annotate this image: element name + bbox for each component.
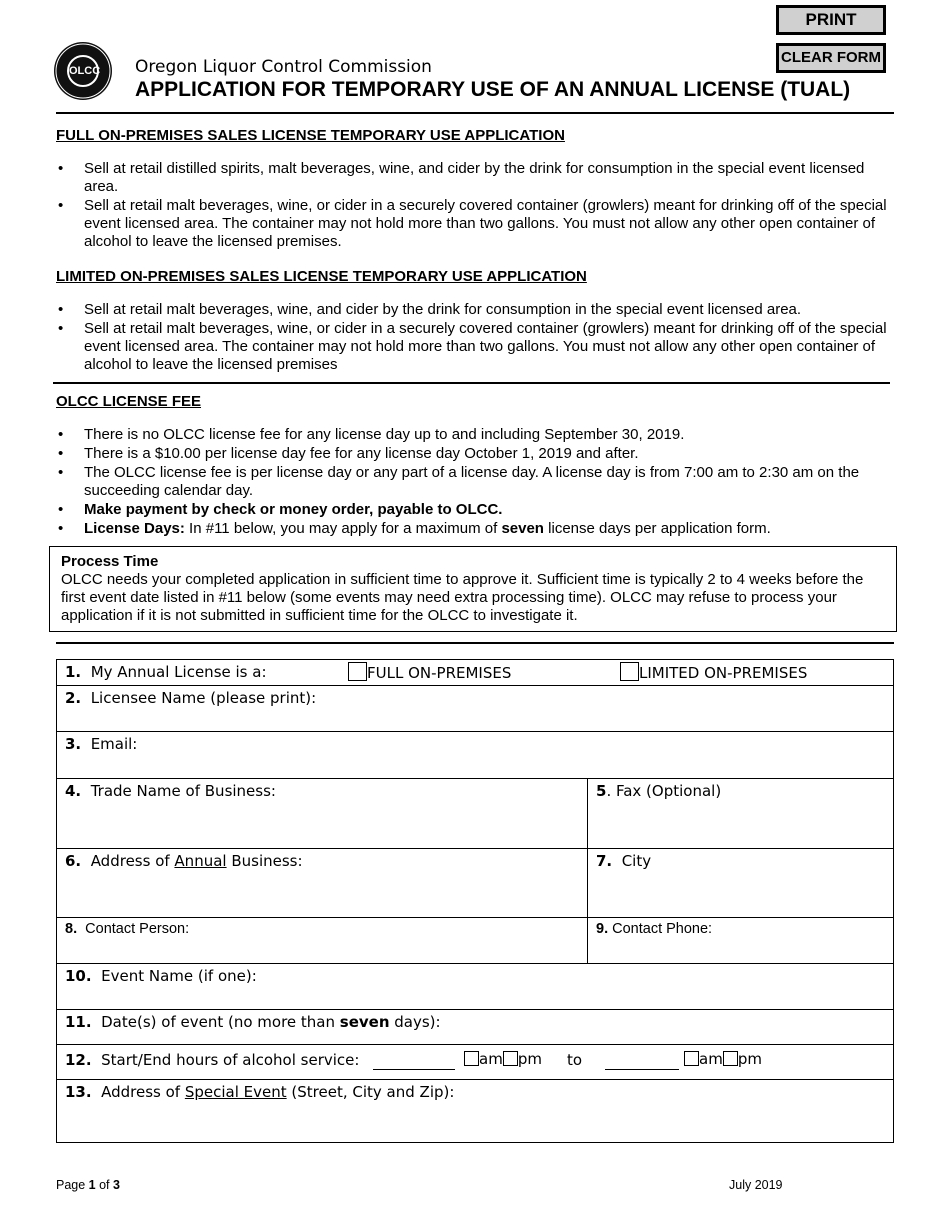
q5-number: 5 <box>596 782 607 800</box>
fee-section-heading: OLCC LICENSE FEE <box>56 393 202 410</box>
fee-section-list <box>56 426 896 539</box>
email-field[interactable] <box>65 735 137 753</box>
q9-number: 9. <box>596 921 609 937</box>
special-event-address-field[interactable] <box>65 1083 454 1101</box>
start-hour-input[interactable] <box>373 1053 455 1070</box>
option-limited-label: LIMITED ON-PREMISES <box>639 664 808 682</box>
license-days-text-end: license days per application form. <box>543 520 771 537</box>
license-days-text: In #11 below, you may apply for a maximum of <box>184 520 502 537</box>
contact-phone-field[interactable] <box>596 921 712 937</box>
q13-underlined: Special Event <box>184 1083 287 1101</box>
agency-name: Oregon Liquor Control Commission <box>135 57 432 77</box>
fax-field[interactable] <box>596 782 721 800</box>
process-time-box <box>49 546 897 632</box>
q11-number: 11. <box>65 1013 92 1031</box>
application-form <box>56 659 894 1143</box>
license-days-label: License Days: <box>84 520 185 537</box>
process-time-text: OLCC needs your completed application in sufficient time to approve it. Sufficient time is typically 2 to 4 weeks before the first event date listed in #11 below (some events may need extra processing time). OLCC may refuse to process your application if it is not submitted in sufficient time for the OLCC to investigate it. <box>61 571 864 624</box>
license-days-max: seven <box>501 520 544 537</box>
q3-number: 3. <box>65 735 82 753</box>
end-am-label: am <box>699 1050 723 1068</box>
q10-text: Event Name (if one): <box>101 967 257 985</box>
full-section-heading: FULL ON-PREMISES SALES LICENSE TEMPORARY USE APPLICATION <box>56 127 565 144</box>
q11-bold: seven <box>339 1013 390 1031</box>
start-pm-label: pm <box>517 1050 542 1068</box>
event-dates-field[interactable] <box>65 1013 441 1031</box>
end-ampm <box>684 1050 762 1068</box>
q12-number: 12. <box>65 1051 92 1069</box>
form-row-11[interactable] <box>57 1010 893 1045</box>
column-divider <box>587 779 588 964</box>
option-full-label: FULL ON-PREMISES <box>367 664 512 682</box>
page-total: 3 <box>113 1178 120 1192</box>
list-item: • Sell at retail malt beverages, wine, or cider in a securely covered container (growlers) meant for drinking off of the special event licensed area. The container may not hold more than two gallons. You must not allow any other open container of alcohol to leave the licensed premises. <box>56 197 896 251</box>
full-section-list <box>56 160 896 252</box>
list-item: • Sell at retail malt beverages, wine, or cider in a securely covered container (growlers) meant for drinking off of the special event licensed area. The container may not hold more than two gallons. You must not allow any other open container of alcohol to leave the licensed premises <box>56 320 896 374</box>
start-ampm <box>464 1050 542 1068</box>
limited-on-premises-checkbox[interactable] <box>620 662 639 681</box>
q6-underlined: Annual <box>174 852 227 870</box>
start-am-label: am <box>479 1050 503 1068</box>
form-row-10[interactable] <box>57 964 893 1010</box>
q3-text: Email: <box>90 735 138 753</box>
form-row-12 <box>57 1045 893 1080</box>
end-hour-input[interactable] <box>605 1053 679 1070</box>
list-item: • There is a $10.00 per license day fee for any license day October 1, 2019 and after. <box>56 445 896 463</box>
list-item: • The OLCC license fee is per license day or any part of a license day. A license day is from 7:00 am to 2:30 am on the succeeding calendar day. <box>56 464 896 500</box>
q11-text-end: days): <box>389 1013 441 1031</box>
q4-number: 4. <box>65 782 82 800</box>
form-row-13[interactable] <box>57 1080 893 1142</box>
process-time-heading: Process Time <box>61 553 159 570</box>
q4-text: Trade Name of Business: <box>90 782 276 800</box>
revision-date: July 2019 <box>729 1178 783 1192</box>
q1-number: 1. <box>65 663 82 681</box>
event-name-field[interactable] <box>65 967 257 985</box>
city-field[interactable] <box>596 852 651 870</box>
form-row-3[interactable] <box>57 732 893 779</box>
q2-number: 2. <box>65 689 82 707</box>
limited-section-heading: LIMITED ON-PREMISES SALES LICENSE TEMPORARY USE APPLICATION <box>56 268 587 285</box>
form-row-1 <box>57 660 893 686</box>
q7-text: City <box>621 852 652 870</box>
list-item: • Sell at retail distilled spirits, malt beverages, wine, and cider by the drink for consumption in the special event licensed area. <box>56 160 896 196</box>
page-label: Page <box>56 1178 89 1192</box>
end-pm-checkbox[interactable] <box>723 1051 738 1066</box>
olcc-seal-logo <box>54 42 112 100</box>
licensee-name-field[interactable] <box>65 689 316 707</box>
q8-text: Contact Person: <box>85 921 190 937</box>
limited-section-list <box>56 301 896 375</box>
form-row-2[interactable] <box>57 686 893 732</box>
page-title: APPLICATION FOR TEMPORARY USE OF AN ANNUAL LICENSE (TUAL) <box>135 78 851 101</box>
list-item <box>56 501 896 519</box>
q5-text: . Fax (Optional) <box>606 782 722 800</box>
list-item <box>56 520 896 538</box>
section-divider <box>53 382 890 384</box>
q6-text-end: Business: <box>226 852 303 870</box>
print-button[interactable]: PRINT <box>776 5 886 35</box>
q13-number: 13. <box>65 1083 92 1101</box>
list-item: • There is no OLCC license fee for any license day up to and including September 30, 2019. <box>56 426 896 444</box>
to-label: to <box>567 1051 583 1069</box>
end-pm-label: pm <box>737 1050 762 1068</box>
logo-text: OLCC <box>67 55 99 87</box>
q9-text: Contact Phone: <box>612 921 713 937</box>
q10-number: 10. <box>65 967 92 985</box>
q12-label <box>65 1051 359 1069</box>
q12-text: Start/End hours of alcohol service: <box>101 1051 360 1069</box>
contact-person-field[interactable] <box>65 921 189 937</box>
q13-text-end: (Street, City and Zip): <box>286 1083 455 1101</box>
q6-text: Address of <box>90 852 175 870</box>
form-row-6-7 <box>57 849 893 918</box>
clear-form-button[interactable]: CLEAR FORM <box>776 43 886 73</box>
start-pm-checkbox[interactable] <box>503 1051 518 1066</box>
trade-name-field[interactable] <box>65 782 276 800</box>
q2-text: Licensee Name (please print): <box>90 689 317 707</box>
q7-number: 7. <box>596 852 613 870</box>
option-full[interactable] <box>348 662 511 682</box>
q1-text: My Annual License is a: <box>90 663 267 681</box>
page-of: of <box>95 1178 113 1192</box>
payment-note: Make payment by check or money order, payable to OLCC. <box>84 501 503 518</box>
start-am-checkbox[interactable] <box>464 1051 479 1066</box>
q6-number: 6. <box>65 852 82 870</box>
form-row-8-9 <box>57 918 893 964</box>
page-number <box>56 1178 120 1192</box>
list-item: • Sell at retail malt beverages, wine, and cider by the drink for consumption in the special event licensed area. <box>56 301 896 319</box>
form-row-4-5 <box>57 779 893 849</box>
header-divider <box>56 112 894 114</box>
end-am-checkbox[interactable] <box>684 1051 699 1066</box>
annual-business-address-field[interactable] <box>65 852 303 870</box>
option-limited[interactable] <box>620 662 807 682</box>
q13-text: Address of <box>101 1083 185 1101</box>
q1-label <box>65 663 267 681</box>
page-current: 1 <box>88 1178 96 1192</box>
q11-text: Date(s) of event (no more than <box>101 1013 340 1031</box>
form-divider <box>56 642 894 644</box>
full-on-premises-checkbox[interactable] <box>348 662 367 681</box>
q8-number: 8. <box>65 921 78 937</box>
